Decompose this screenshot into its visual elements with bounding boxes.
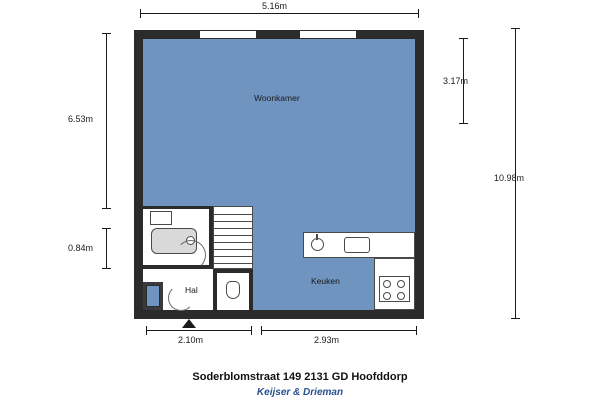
dim-tick-bottom-right-start xyxy=(261,326,262,335)
sink-icon xyxy=(344,237,370,253)
wall-toilet-left xyxy=(213,269,217,310)
wall-toilet-top xyxy=(213,269,253,273)
window-top-left xyxy=(200,30,256,39)
dim-label-bottom-left: 2.10m xyxy=(178,335,204,345)
dim-label-left-lower: 0.84m xyxy=(68,243,94,253)
stove-burner-3-icon xyxy=(383,292,391,300)
bathroom-door-arc-icon xyxy=(176,240,206,270)
dim-tick-left-lower-top xyxy=(102,228,111,229)
dim-label-top-width: 5.16m xyxy=(262,1,288,11)
room-label-hall: Hal xyxy=(185,285,198,295)
wall-left xyxy=(134,30,143,319)
dim-tick-top-right xyxy=(418,9,419,18)
wall-right xyxy=(415,30,424,319)
dim-label-left-upper: 6.53m xyxy=(68,114,94,124)
dim-line-bottom-left xyxy=(146,330,251,331)
dim-tick-left-upper-bottom xyxy=(102,208,111,209)
dim-line-bottom-right xyxy=(261,330,416,331)
stove-burner-1-icon xyxy=(383,280,391,288)
stove-burner-2-icon xyxy=(397,280,405,288)
dim-tick-right-inner-top xyxy=(459,38,468,39)
wall-bathroom-top xyxy=(143,206,213,209)
dim-line-left-lower xyxy=(106,228,107,268)
dim-line-left-upper xyxy=(106,33,107,208)
dim-tick-top-left xyxy=(140,9,141,18)
wall-toilet-right xyxy=(249,269,253,310)
staircase-icon xyxy=(213,206,253,269)
dim-tick-left-lower-bottom xyxy=(102,268,111,269)
room-living xyxy=(143,39,415,208)
dim-tick-bottom-right-end xyxy=(416,326,417,335)
entrance-arrow-icon xyxy=(182,319,196,328)
stove-burner-4-icon xyxy=(397,292,405,300)
dim-tick-left-upper-top xyxy=(102,33,111,34)
dim-label-right-inner: 3.17m xyxy=(443,76,469,86)
room-label-kitchen: Keuken xyxy=(311,276,340,286)
dim-line-top xyxy=(140,13,418,14)
front-door-arc-icon xyxy=(168,285,194,311)
washbasin-icon xyxy=(150,211,172,225)
dim-tick-right-outer-top xyxy=(511,28,520,29)
room-label-living: Woonkamer xyxy=(254,93,300,103)
wall-bottom xyxy=(134,310,424,319)
dim-tick-right-outer-bottom xyxy=(511,318,520,319)
wall-top xyxy=(134,30,424,39)
meter-cupboard-inner xyxy=(146,285,160,307)
dim-tick-bottom-left-start xyxy=(146,326,147,335)
agency-name: Keijser & Drieman xyxy=(256,387,344,398)
window-top-right xyxy=(300,30,356,39)
dim-tick-bottom-left-end xyxy=(251,326,252,335)
dim-tick-right-inner-bottom xyxy=(459,123,468,124)
toilet-icon xyxy=(226,281,240,299)
page-title: Soderblomstraat 149 2131 GD Hoofddorp xyxy=(192,371,408,383)
dim-label-bottom-right: 2.93m xyxy=(314,335,340,345)
kitchen-faucet-icon xyxy=(316,234,318,240)
dim-label-right-outer: 10.98m xyxy=(494,173,525,183)
wall-bathroom-bottom xyxy=(143,265,213,269)
